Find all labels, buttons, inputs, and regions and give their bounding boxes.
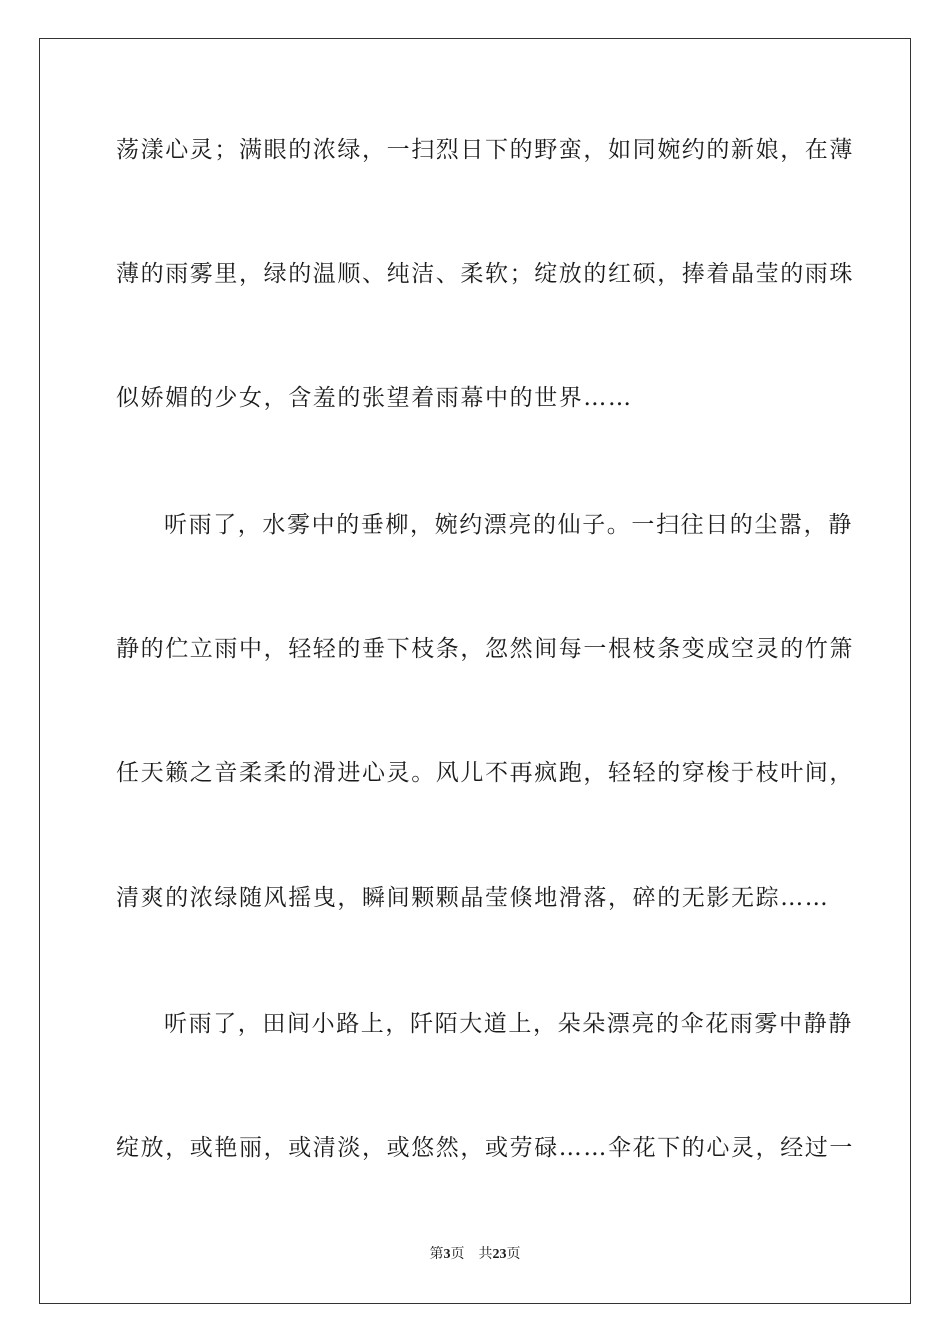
text-line: 听雨了，田间小路上，阡陌大道上，朵朵漂亮的伞花雨雾中静静 [164, 1011, 853, 1037]
text-line: 任天籁之音柔柔的滑进心灵。风儿不再疯跑，轻轻的穿梭于枝叶间， [116, 760, 854, 786]
text-line: 荡漾心灵；满眼的浓绿，一扫烈日下的野蛮，如同婉约的新娘，在薄 [116, 137, 854, 163]
page-footer [0, 1246, 950, 1264]
text-line: 薄的雨雾里，绿的温顺、纯洁、柔软；绽放的红硕，捧着晶莹的雨珠 [116, 261, 854, 287]
page-number: 3 [443, 1247, 451, 1262]
text-line: 听雨了，水雾中的垂柳，婉约漂亮的仙子。一扫往日的尘嚣，静 [164, 512, 853, 538]
page-border [39, 38, 911, 1304]
total-pages: 23 [492, 1247, 507, 1262]
text-line: 静的伫立雨中，轻轻的垂下枝条，忽然间每一根枝条变成空灵的竹箫 [116, 636, 854, 662]
text-line: 似娇媚的少女，含羞的张望着雨幕中的世界…… [116, 385, 633, 411]
page-prefix: 第 [429, 1247, 444, 1262]
text-line: 清爽的浓绿随风摇曳，瞬间颗颗晶莹倏地滑落，碎的无影无踪…… [116, 885, 830, 911]
total-prefix: 共 [478, 1247, 493, 1262]
total-suffix: 页 [506, 1247, 521, 1262]
text-line: 绽放，或艳丽，或清淡，或悠然，或劳碌……伞花下的心灵，经过一 [116, 1135, 854, 1161]
page-suffix: 页 [450, 1247, 465, 1262]
